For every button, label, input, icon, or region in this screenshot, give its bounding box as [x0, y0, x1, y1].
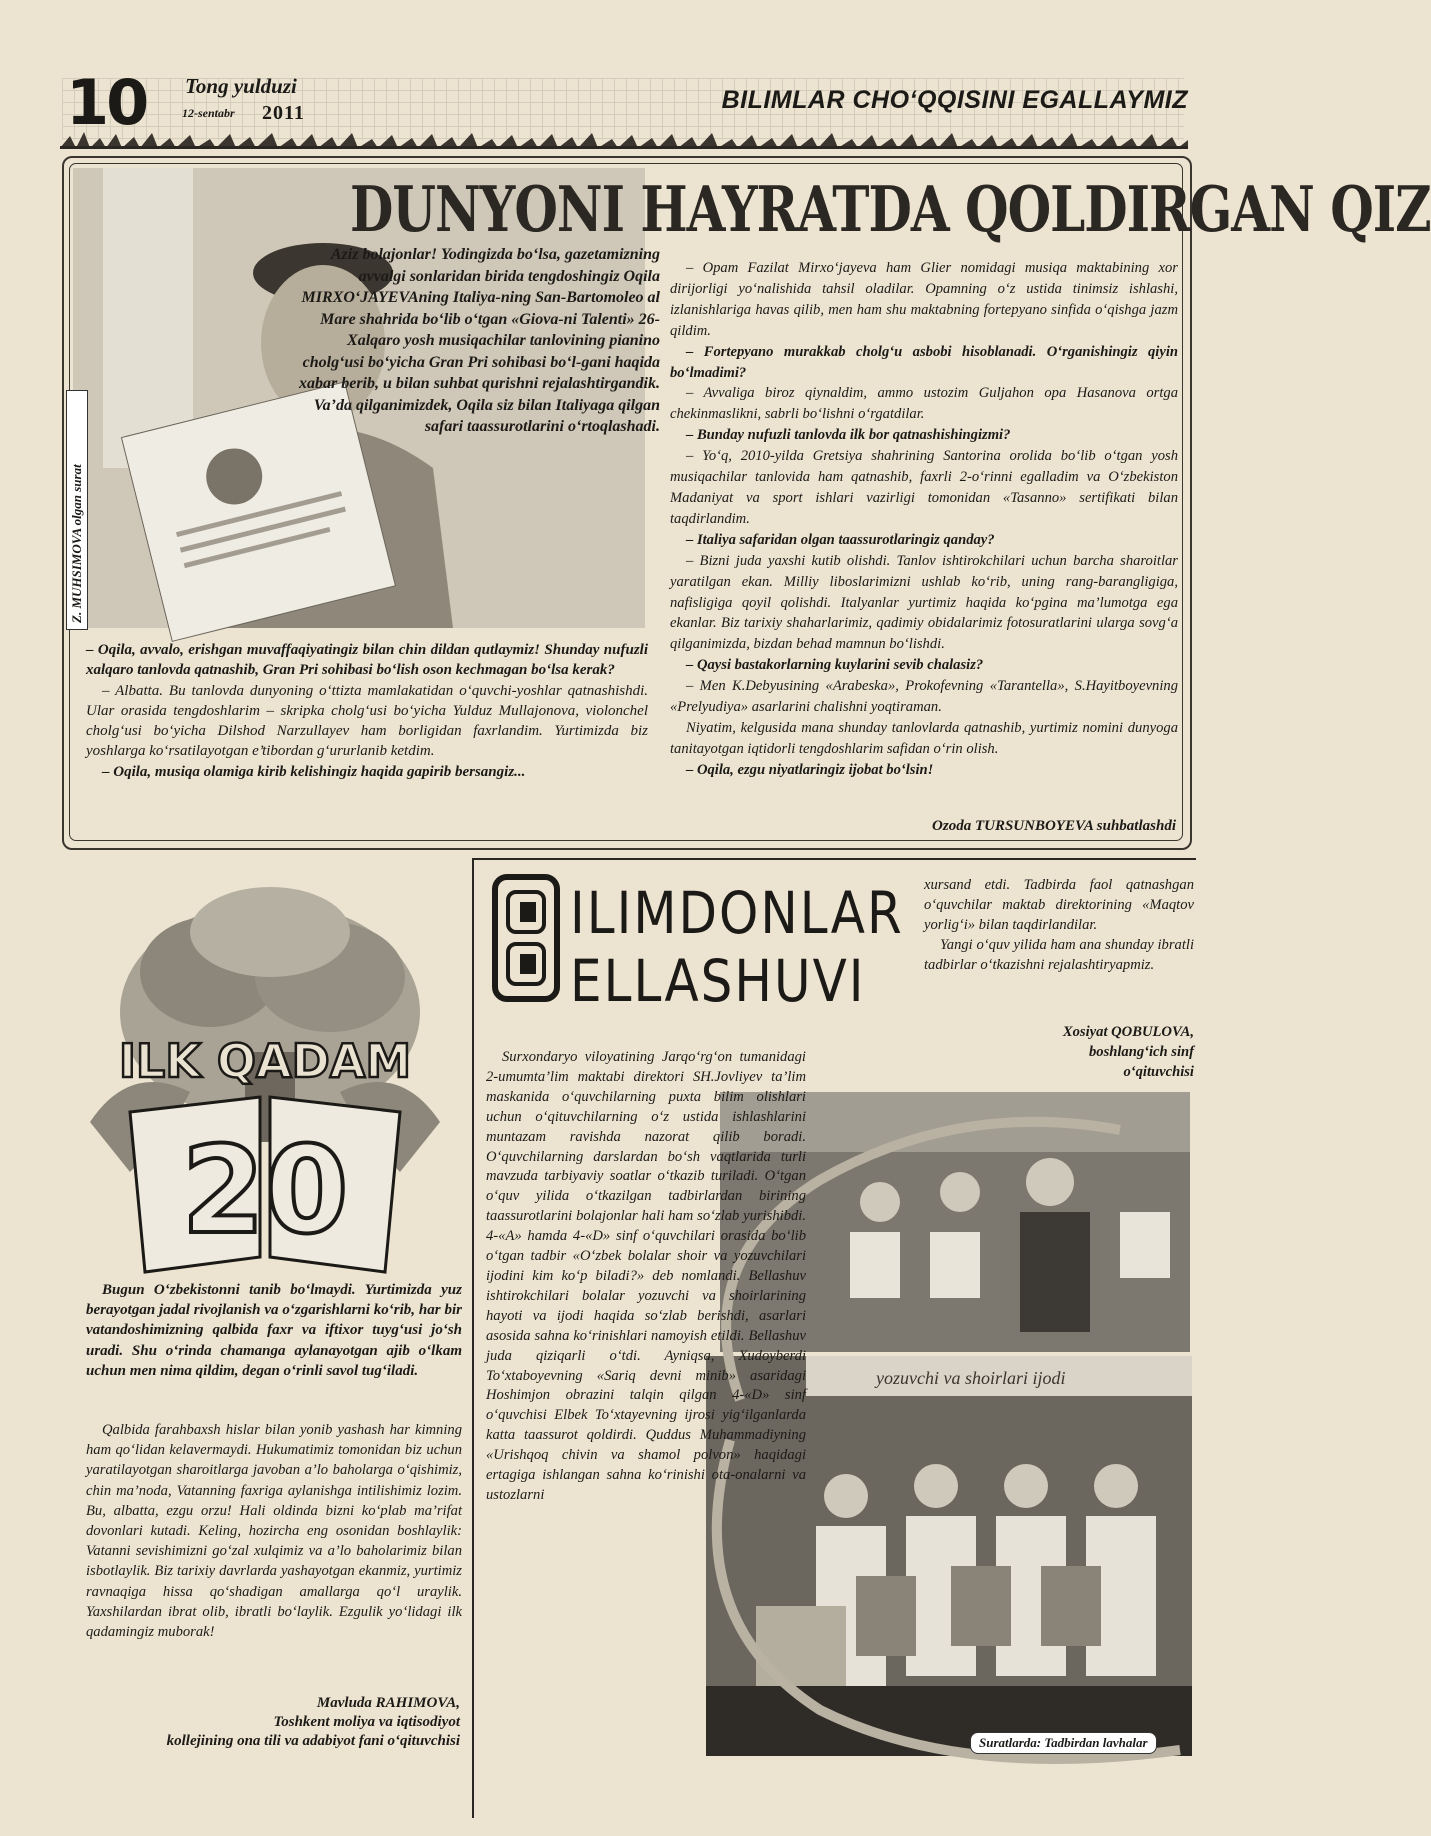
- interview-question: – Italiya safaridan olgan taassurotlaringiz qanday?: [686, 531, 995, 548]
- graphic-title: ILK QADAM: [118, 1034, 412, 1088]
- interview-answer: – Men K.Debyusining «Arabeska», Prokofevning «Tarantella», S.Hayitboyevning «Prelyudiya» asarlarini chalishni yoqtiraman.: [670, 678, 1178, 716]
- interview-answer: – Opam Fazilat Mirxo‘jayeva ham Glier nomidagi musiqa maktabining xor dirijorligi yo‘nalishida tahsil oladilar. Opamning o‘z ustida tinimsiz ishlashi, izlanishlariga havas qilib, men ham shu maktabning fortepyano sinfida o‘qishga jazm qildim.: [670, 260, 1178, 339]
- article-title-line2: ELLASHUVI: [570, 948, 866, 1015]
- ilk-qadam-signature: [100, 1694, 460, 1751]
- body-paragraph: Qalbida farahbaxsh hislar bilan yonib yashash har kimning ham qo‘lidan kelavermaydi. Hukumatimiz tomonidan biz uchun yaratilayotgan sharoitlarga javoban a’lo baholarga o‘qishimiz, chin ma’noda, Vatanning faxriga aylanishga intilishimiz lozim. Bu, albatta, ezgu orzu! Hali oldinda bizni ko‘plab ma’rifat dovonlari kutadi. Keling, hozircha eng osonidan boshlaylik: Vatanni sevishimizni go‘zal xulqimiz va a’lo baholarimiz bilan isbotlaylik. Biz tarixiy davrlarda yashayotgan ekanmiz, yurtimiz ravnaqiga hissa qo‘shadigan amallarga qo‘l uraylik. Yaxshilardan ibrat olib, ibratli bo‘laylik. Ezgulik yo‘lidagi ilk qadamingiz muborak!: [86, 1422, 462, 1641]
- graphic-number: 20: [181, 1122, 349, 1261]
- article-headline: DUNYONI HAYRATDA QOLDIRGAN QIZ: [350, 172, 1431, 246]
- grass-decoration: [60, 128, 1188, 148]
- article3-column1: [486, 1048, 806, 1506]
- article3-column2: [924, 876, 1194, 976]
- paragraph: xursand etdi. Tadbirda faol qatnashgan o‘quvchilar maktab direktorining «Maqtov yorlig‘i» bilan taqdirlandilar.: [924, 877, 1194, 933]
- interview-question: – Oqila, musiqa olamiga kirib kelishingiz haqida gapirib bersangiz...: [102, 763, 526, 780]
- column-divider: [472, 858, 474, 1818]
- interview-column-right: [670, 258, 1178, 781]
- interview-column-left: [86, 640, 648, 782]
- author-position-line2: kollejining ona tili va adabiyot fani o‘qituvchisi: [166, 1733, 460, 1749]
- paragraph: Yangi o‘quv yilida ham ana shunday ibratli tadbirlar o‘tkazishni rejalashtiryapmiz.: [924, 936, 1194, 973]
- newspaper-name: Tong yulduzi: [185, 74, 297, 98]
- section-rubric: BILIMLAR CHO‘QQISINI EGALLAYMIZ: [721, 86, 1188, 114]
- banner-text: yozuvchi va shoirlari ijodi: [876, 1368, 1066, 1388]
- ilk-qadam-lead: [86, 1280, 462, 1381]
- article-intro: Aziz bolajonlar! Yodingizda bo‘lsa, gazetamizning avvalgi sonlaridan birida tengdoshingiz Oqila MIRXO‘JAYEVAning Italiya-ning San-Bartomoleo al Mare shahrida bo‘lib o‘tgan «Giova-ni Talenti» 26-Xalqaro yosh musiqachilar tanlovining pianino cholg‘usi bo‘yicha Gran Pri sohibasi bo‘l-gani haqida xabar berib, u bilan suhbat qurishni rejalashtirgandik. Va’da qilganimizdek, Oqila siz bilan Italiyaga qilgan safari taassurotlarini o‘rtoqlashadi.: [299, 246, 660, 435]
- author-name: Mavluda RAHIMOVA,: [316, 1695, 460, 1711]
- issue-year: 2011: [262, 102, 305, 124]
- ilk-qadam-tree-book-graphic: [70, 862, 460, 1272]
- photo-credit: Z. MUHSIMOVA olgan surat: [66, 390, 88, 630]
- interview-question: – Bunday nufuzli tanlovda ilk bor qatnashishingizmi?: [686, 427, 1011, 444]
- photo-caption: Suratlarda: Tadbirdan lavhalar: [970, 1732, 1157, 1754]
- lead-paragraph: Bugun O‘zbekistonni tanib bo‘lmaydi. Yurtimizda yuz berayotgan jadal rivojlanish va o‘zgarishlarni ko‘rib, har bir vatandoshimizning qalbida faxr va iftixor tuyg‘usi jo‘sh uradi. Shu o‘rinda chamanga aylanayotgan ajib o‘lkam uchun men nima qildim, degan o‘rinli savol tug‘iladi.: [86, 1282, 462, 1379]
- interview-answer: – Yo‘q, 2010-yilda Gretsiya shahrining Santorina orolida bo‘lib o‘tgan yosh musiqachilar tanlovida ham qatnashib, faxrli 2-o‘rinni egalladim va O‘zbekiston Madaniyat va sport ishlari vazirligi tomonidan «Tasanno» sertifikati bilan taqdirlandim.: [670, 448, 1178, 527]
- issue-date: 12-sentabr: [182, 106, 235, 120]
- interview-answer: – Bizni juda yaxshi kutib olishdi. Tanlov ishtirokchilari uchun barcha sharoitlar yaratilgan ekan. Milliy liboslarimizni ushlab ko‘rib, uning rang-barangligiga, nafisligiga qoyil qolishdi. Italyanlar yurtimiz haqida ko‘pgina ma’lumotga ega ekanlar. Biz tarixiy shaharlarimiz, qadimiy obidalarimiz fotosuratlarini ularga sovg‘a qilganimizda, bizdan behad mamnun bo‘lishdi.: [670, 552, 1178, 653]
- interview-question: – Oqila, avvalo, erishgan muvaffaqiyatingiz bilan chin dildan qutlaymiz! Shunday nufuzli xalqaro tanlovda qatnashib, Gran Pri sohibasi bo‘lish oson kechmagan bo‘lsa kerak?: [86, 642, 648, 679]
- article-signature: Ozoda TURSUNBOYEVA suhbatlashdi: [932, 818, 1176, 834]
- paragraph: Surxondaryo viloyatining Jarqo‘rg‘on tumanidagi 2-umumta’lim maktabi direktori SH.Jovliyev ta’lim maskanida o‘quvchilarning puxta bilim olishlari uchun o‘qituvchilarning o‘z ustida ishlashlarini muntazam ravishda nazorat qilib boradi. O‘quvchilarning darslardan bo‘sh vaqtlarida turli mavzuda tarbiyaviy soatlar o‘tkazib turiladi. O‘tgan o‘quv yilida o‘tkazilgan tadbirlardan birining taassurotlarini bolajonlar hali ham so‘zlab yurishibdi. 4-«A» hamda 4-«D» sinf o‘quvchilari orasida bo‘lib o‘tgan tadbir «O‘zbek bolalar shoir va yozuvchilari ijodini kim ko‘p biladi?» deb nomlandi. Bellashuv ishtirokchilari bolalar yozuvchi va shoirlarining hayoti va ijodi haqida so‘zlab berishdi, asarlari asosida sahna ko‘rinishlari namoyish etildi. Bellashuv juda qiziqarli o‘tdi. Ayniqsa, Xudoyberdi To‘xtaboyevning «Sariq devni minib» asaridagi Hoshimjon obrazini talqin qilgan 4-«D» sinf o‘quvchisi Elbek To‘xtayevning ijrosi yig‘ilganlarda katta taassurot qoldirdi. Quddus Muhammadiyning «Urishqoq chivin va shamol polvon» haqidagi ertagiga ishlangan sahna ko‘rinishi ota-onalarni va ustozlarni: [486, 1049, 806, 1503]
- section-divider: [472, 858, 1196, 860]
- interview-answer: – Avvaliga biroz qiynaldim, ammo ustozim Guljahon opa Hasanova ortga chekinmaslikni, sabrli bo‘lishni o‘rgatdilar.: [670, 385, 1178, 423]
- interview-question: – Oqila, ezgu niyatlaringiz ijobat bo‘lsin!: [686, 761, 934, 778]
- author-name: Xosiyat QOBULOVA,: [1062, 1024, 1194, 1040]
- author-position-line1: Toshkent moliya va iqtisodiyot: [273, 1714, 460, 1730]
- ilk-qadam-body: [86, 1420, 462, 1642]
- interview-question: – Qaysi bastakorlarning kuylarini sevib chalasiz?: [686, 657, 984, 674]
- interview-answer: – Albatta. Bu tanlovda dunyoning o‘ttizta mamlakatidan o‘quvchi-yoshlar qatnashishdi. Ular orasida tengdoshlarim – skripka cholg‘usi bo‘yicha Yulduz Mullajonova, violonchel cholg‘usi bo‘yicha Dilshod Narzullayev ham borligidan faxrlandim. Yurtimizda biz yoshlarga ko‘rsatilayotgan e’tibordan g‘ururlanib ketdim.: [86, 682, 648, 760]
- author-position-line1: boshlang‘ich sinf: [1088, 1044, 1194, 1060]
- page-number: 10: [66, 66, 147, 139]
- header-rule: [60, 146, 1188, 149]
- article-title-line1: ILIMDONLAR: [570, 880, 904, 947]
- interview-question: – Fortepyano murakkab cholg‘u asbobi hisoblanadi. O‘rganishingiz qiyin bo‘lmadimi?: [670, 343, 1178, 381]
- author-position-line2: o‘qituvchisi: [1123, 1064, 1194, 1080]
- interview-answer: Niyatim, kelgusida mana shunday tanlovlarda qatnashib, yurtimiz nomini dunyoga tanitayotgan iqtidorli tengdoshlarim safidan o‘rin olish.: [670, 719, 1178, 757]
